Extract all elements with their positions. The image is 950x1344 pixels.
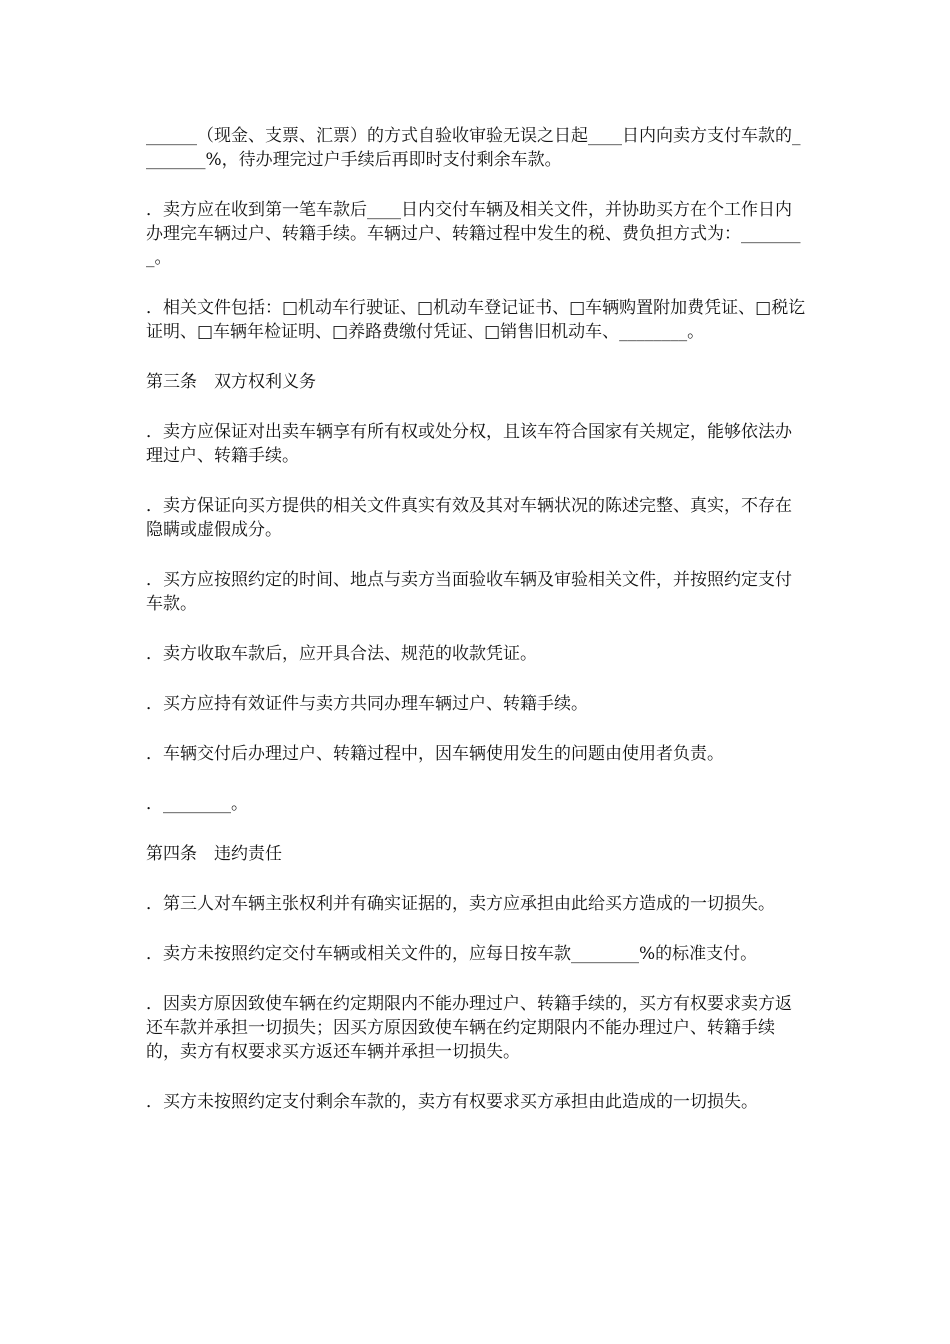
paragraph-delivery-terms: ．卖方应在收到第一笔车款后____日内交付车辆及相关文件，并协助买方在个工作日内办理完车辆过户、转籍手续。车辆过户、转籍过程中发生的税、费负担方式为：________。 xyxy=(146,200,801,268)
section-3-item: ．________。 xyxy=(146,794,248,814)
section-4-heading: 第四条 违约责任 xyxy=(146,844,282,864)
paragraph-related-documents: ．相关文件包括：□机动车行驶证、□机动车登记证书、□车辆购置附加费凭证、□税讫证明、□车辆年检证明、□养路费缴付凭证、□销售旧机动车、________。 xyxy=(146,298,806,342)
document-body xyxy=(146,124,806,1140)
section-3-item: ．买方应按照约定的时间、地点与卖方当面验收车辆及审验相关文件，并按照约定支付车款。 xyxy=(146,570,792,614)
section-3-item: ．卖方应保证对出卖车辆享有所有权或处分权，且该车符合国家有关规定，能够依法办理过户、转籍手续。 xyxy=(146,422,792,466)
section-4-item: ．买方未按照约定支付剩余车款的，卖方有权要求买方承担由此造成的一切损失。 xyxy=(146,1092,758,1112)
section-4-item: ．因卖方原因致使车辆在约定期限内不能办理过户、转籍手续的，买方有权要求卖方返还车款并承担一切损失；因买方原因致使车辆在约定期限内不能办理过户、转籍手续的，卖方有权要求买方返还车辆并承担一切损失。 xyxy=(146,994,792,1062)
paragraph-payment-terms: ______（现金、支票、汇票）的方式自验收审验无误之日起____日内向卖方支付车款的________%，待办理完过户手续后再即时支付剩余车款。 xyxy=(146,126,801,170)
section-3-item: ．车辆交付后办理过户、转籍过程中，因车辆使用发生的问题由使用者负责。 xyxy=(146,744,724,764)
section-3-heading: 第三条 双方权利义务 xyxy=(146,372,316,392)
section-4-item: ．卖方未按照约定交付车辆或相关文件的，应每日按车款________%的标准支付。 xyxy=(146,944,758,964)
section-4-item: ．第三人对车辆主张权利并有确实证据的，卖方应承担由此给买方造成的一切损失。 xyxy=(146,894,775,914)
section-3-item: ．买方应持有效证件与卖方共同办理车辆过户、转籍手续。 xyxy=(146,694,588,714)
section-3-item: ．卖方保证向买方提供的相关文件真实有效及其对车辆状况的陈述完整、真实，不存在隐瞒或虚假成分。 xyxy=(146,496,792,540)
section-3-item: ．卖方收取车款后，应开具合法、规范的收款凭证。 xyxy=(146,644,537,664)
